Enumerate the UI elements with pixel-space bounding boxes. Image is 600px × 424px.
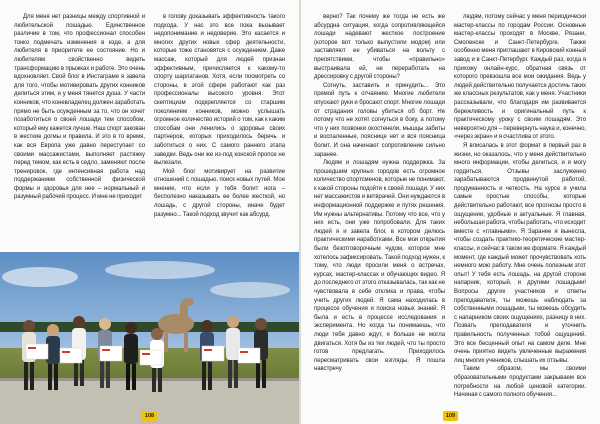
left-page — [0, 0, 299, 424]
paragraph: людям, потому сейчас у меня периодически мастер-классы по городам России. Основные мастер-классы проходят в Москве, Рязани, Смоленске и Санкт-Петербурге. Также особенно меня приглашают в Кировский конный завод и в Санкт-Петербург. Каждый раз, когда я прихожу онлайн-курс, обратная связь от которого превзошла все мои ожидания. Ведь у людей действительно получается достичь таких же классных результатов, как у меня. Участники рассказывали, что благодаря им развивается бережливость и оригинальный путь к практическому уроку с своим лошадям. Это невероятно для – перевернуть наука и, конечно, «через экран» и я счастлива от этого. — [454, 14, 586, 141]
paragraph: Для меня нет разницы между спортивной и любительской лошадью. Единственное различие в том, что профессионал способен тонко подмечать изменения в езде, а для любителя в приоритете ее состояние. Но и любителям свойственно видеть трансформацию в прыжках и работе. Это очень вдохновляет. Свой блог в Инстаграме я завела для того, чтобы мотивировать других конников делиться этим, и у меня тянется душа. У части конников, что коневладелец должен заработать прямо не быть осужденным за то, что он хочет позаботиться о своей лошади тем способом, который ему кажется лучше. Наш спорт закован в жесткие догмы и правила. И это в то время, как вся Европа уже давно переступает со своими массажистами, выполняет растяжку перед темом, как есть в седло, заменяют после тренировок, где интенсивная работа над поддержанием собственной физической формы и здоровья для нее – нормальный и разумный рабочий процесс. И мне не приходит — [14, 14, 145, 201]
right-page — [301, 0, 600, 424]
paragraph: Людям и лошадям нужна поддержка. За прошедшим крупных городов есть огромное количество спортсменов, которые не понимают, к какой стороны подойти к своей лошади. У них нет массажистов и ветврачей. Они нуждаются в информационной поддержке и путях решения. Им нужны альтернативы. Потому что все, что у них есть, они уже попробовали. Для таких людей я и завела блог, в котором делюсь практическими наработками. Все мои открытия были безотговорочным чудом, которое мне хотелось зафиксировать. Такой подход нужен, к тому, что люди просили меня о встречах, курсах, мастер-классах и обучающих видео. Я до последнего от этого отказывалась, так как не чувствовала в себе отклика и права, чтобы учить других людей. Я сама находилась в процессе обучения и поиска новых знаний. Я была и есть в процессе исследования и эксперимента. Но когда ты понимаешь, что люди тебя давно ждут, я больше не могла двигаться. Хотя бы из тех людей, что ты просто готов предлагать. Приходилось пересматривать свои взгляды. Я пошла навстречу — [314, 160, 445, 373]
paragraph: в голову доказывать эффективность такого подхода. У нас это все пока вызывает недопонимание и недоверие. Это касается и многих других новых сфер деятельности, которые тоже становятся с осуждением. Даже массаж, который для людей признан эффективным, причисляется к какому-то спорту шарлатанов. Хотя, если посмотреть со стороны, в этой сфере работают как раз профессионалы высокого уровня. Этот скептицизм подкрепляется со старшим поколением конников, можно услышать огромное количество историй о том, как к каким способам они ленились о здоровье своих партнеров, которых приходилось беречь и заботиться о них. С самого раннего этапа заведки. Ведь они же из-под конской пропсе не вылезали. — [154, 14, 285, 167]
right-column-2 — [454, 13, 586, 410]
left-column-1 — [14, 13, 145, 251]
page-number: 109 — [443, 411, 458, 421]
group-photo — [0, 252, 299, 424]
paragraph: верно? Так почему же тогда не есть же абсурдна ситуация, когда сопротивляющейся лошади надевают жесткое построение (которое вот только выпустили модом) или заставляют ее убиваться на вольту с препятствием, чтобы «правильно» выстраивала ей, не переработать на дрессировку с другой стороны? — [314, 14, 445, 81]
right-column-1 — [314, 13, 445, 410]
paragraph: Согнуть, заставить и принудить... Это прямой путь к отчаянию. Многие любители опускают руки и бросают спорт. Многие лошади от страдания головы убиться об борт. Не потому что не хотят согнуться в боку, а потому что у них позвонки окостенели, мышцы забиты и воспаленные, пояснице нет и вся поясница болит. И она начинают сопротивление сильно заранее. — [314, 82, 445, 158]
paragraph: Я вписалась в этот формат в первый раз в жизни, но оказалось, что у меня действительно много информации, чтобы делиться, и я могу гордиться. Отзывы заслуженно зарабатываются продвинутой работой, продуманность и четкость. На курсе я учила самые простые способы, которые действительно работают, все прогнозы просто в ощущении, удобные и актуальные. Я главная, небольшая работа, чтобы работать, что исходит вместе с «главными». Я Заранее я вынесла, чтобы создать практико-теоретические мастер-классы, и сейчас в таком же формате. Я каждый момент, где каждый может прочувствовать хоть немного мою работу. Мне очень полезным этот опыт! У тебя есть лошадь, на другой стороне напарник, который, и другими лошадьми! Вопросы других участников и ответы преподавателя, ты можешь наблюдать за собственными лошадьми, ты можешь обсудить с напарником своих ощущениях, разницу в них. Позвать преподавателя и уточнить правильность полученных тобой ощущений. Это все бесценный опыт на самом деле. Мне очень приятно видеть увлеченные выражения лиц многих учеников, слышать их отзывы. — [454, 142, 586, 364]
paragraph: Мой блог мотивирует на развитие отношений с лошадью, поиск новых путей. Мое мнение, что если у тебя болит нога – бесполезно наказывать ее более жесткой, но лошадь, с другой стороны, иначе будет разумно... Такой подход звучит как абсурд. — [154, 168, 285, 218]
paragraph: Таким образом, мы своими образовательными продуктами закрываем все потребности на любой ценовой категории. Начиная с самого полного обучения... — [454, 366, 586, 399]
left-column-2 — [154, 13, 285, 251]
page-number: 108 — [142, 411, 157, 421]
